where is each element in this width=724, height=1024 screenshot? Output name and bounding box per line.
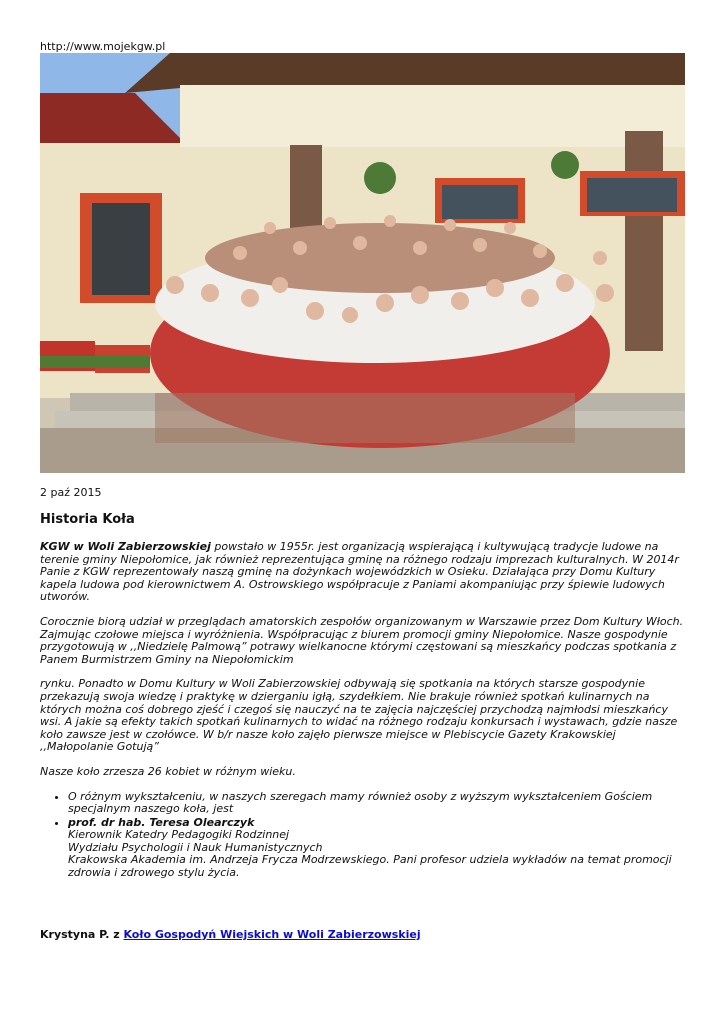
guest-name: • prof. dr hab. Teresa Olearczyk: [68, 815, 255, 829]
article-title: Historia Koła: [40, 512, 135, 527]
paragraph-3: rynku. Ponadto w Domu Kultury w Woli Zabierzowskiej odbywają się spotkania na których starsze gospodynie przekazują swoja wiedzę i praktykę w dzierganiu igłą, szydełkiem. Nie brakuje również spotkań kulinarnych na których można coś dobrego zjeść i czegoś się nauczyć na te zajęcia najczęściej przychodzą najmłodsi mieszkańcy wsi. A jakie są efekty takich spotkań kulinarnych to widać na różnego rodzaju konkursach i wystawach, gdzie nasze koło zawsze jest w czołówce. W b/r nasze koło zajęło pierwsze miejsce w Plebiscycie Gazety Krakowskiej ,,Małopolanie Gotują”: [40, 677, 678, 754]
guest-role: Kierownik Katedry Pedagogiki Rodzinnej: [68, 828, 290, 842]
guest-faculty: Wydziału Psychologii i Nauk Humanistycznych: [68, 840, 323, 854]
paragraph-4: Nasze koło zrzesza 26 kobiet w różnym wieku.: [40, 764, 296, 778]
paragraph-2: Corocznie biorą udział w przeglądach amatorskich zespołów organizowanym w Warszawie przez Dom Kultury Włoch. Zajmując czołowe miejsca i wyróżnienia. Współpracując z biurem promocji gminy Niepołomice. Nasze gospodynie przygotowują w ,,Niedzielę Palmową” potrawy wielkanocne którymi częstowani są mieszkańcy podczas spotkania z Panem Burmistrzem Gminy na Niepołomickim: [40, 614, 684, 666]
post-date: 2 paź 2015: [40, 486, 102, 499]
org-name: KGW w Woli Zabierzowskiej: [40, 540, 211, 553]
group-photo: [40, 53, 685, 473]
author-line: [40, 928, 421, 941]
author-prefix: Krystyna P. z: [40, 928, 124, 941]
kgw-link[interactable]: Koło Gospodyń Wiejskich w Woli Zabierzowskiej: [123, 928, 421, 941]
list-item: • O różnym wykształceniu, w naszych szeregach mamy również osoby z wyższym wykształceniem Gościem specjalnym naszego koła, jest: [68, 791, 688, 816]
members-list: [40, 791, 688, 880]
article-body: [40, 541, 688, 881]
group-photo-illustration: [40, 53, 685, 473]
paragraph-1-text: powstało w 1955r. jest organizacją wspierającą i kultywującą tradycje ludowe na terenie gminy Niepołomice, jak również reprezentująca gminę na różnego rodzaju imprezach kulturalnych. W 2014r Panie z KGW reprezentowały naszą gminę na dożynkach wojewódzkich w Osieku. Działająca przy Domu Kultury kapela ludowa pod kierownictwem A. Ostrowskiego współpracuje z Paniami akompaniując przy śpiewie ludowych utworów.: [40, 540, 679, 604]
list-item: [68, 817, 688, 880]
paragraph-1: [40, 541, 688, 604]
guest-academy: Krakowska Akademia im. Andrzeja Frycza Modrzewskiego. Pani profesor udziela wykładów na temat promocji zdrowia i zdrowego stylu życia.: [68, 853, 672, 880]
page-url: http://www.mojekgw.pl: [40, 40, 166, 53]
